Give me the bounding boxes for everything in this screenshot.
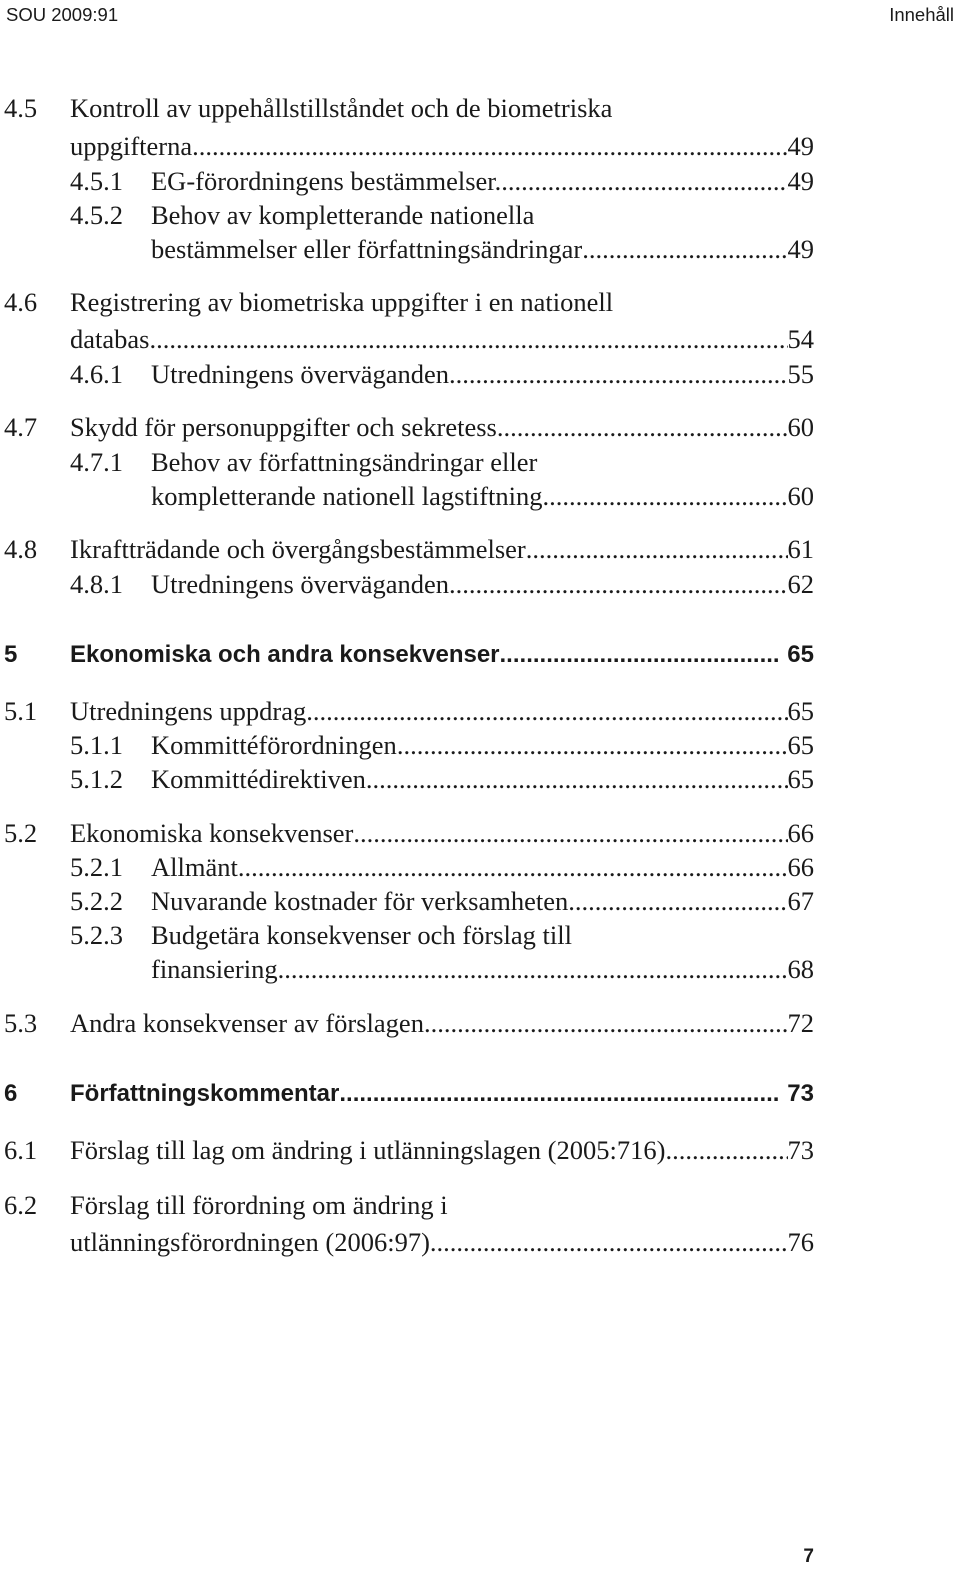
toc-number: 5.2.1 — [70, 852, 123, 882]
toc-title: Behov av kompletterande nationella — [151, 200, 535, 230]
toc-entry-4-5-1 — [0, 163, 814, 199]
leader-dots — [449, 356, 787, 392]
leader-dots — [397, 727, 788, 763]
toc-entry-5-3 — [0, 1005, 814, 1041]
toc-number: 5.1.2 — [70, 764, 123, 794]
toc-number: 4.5.2 — [70, 200, 123, 230]
toc-chapter-5 — [0, 637, 814, 673]
toc-title: Andra konsekvenser av förslagen — [70, 1008, 424, 1038]
toc-page: 73 — [787, 1135, 814, 1165]
toc-page: 68 — [787, 954, 814, 984]
toc-number: 4.7 — [4, 412, 38, 442]
toc-title: databas — [70, 324, 150, 354]
toc-title: Skydd för personuppgifter och sekretess — [70, 412, 497, 442]
leader-dots — [500, 637, 782, 673]
leader-dots — [501, 163, 787, 199]
toc-entry-5-2 — [0, 815, 814, 851]
toc-entry-5-2-1 — [0, 849, 814, 885]
leader-dots — [430, 1224, 788, 1260]
toc-entry-4-6-1 — [0, 356, 814, 392]
leader-dots — [449, 566, 787, 602]
toc-page: 55 — [787, 359, 814, 389]
leader-dots — [366, 761, 788, 797]
leader-dots — [568, 883, 787, 919]
toc-number: 5.1 — [4, 696, 38, 726]
toc-number: 4.7.1 — [70, 447, 123, 477]
leader-dots — [306, 693, 787, 729]
toc-title: Kontroll av uppehållstillståndet och de biometriska — [70, 93, 613, 123]
toc-entry-5-1-2 — [0, 761, 814, 797]
leader-dots — [526, 531, 788, 567]
toc-entry-4-7-1-line1 — [0, 444, 814, 480]
toc-page: 49 — [787, 166, 814, 196]
toc-title: Ikraftträdande och övergångsbestämmelser — [70, 534, 526, 564]
running-header-right: Innehåll — [889, 4, 954, 25]
toc-title: Nuvarande kostnader för verksamheten — [151, 886, 569, 916]
page-number: 7 — [803, 1546, 814, 1567]
toc-title: EG-förordningens bestämmelser. — [151, 166, 502, 196]
toc-chapter-6 — [0, 1076, 814, 1112]
toc-title: Kommittédirektiven — [151, 764, 366, 794]
toc-number: 6.2 — [4, 1190, 38, 1220]
toc-number: 5.2 — [4, 818, 38, 848]
toc-title: Behov av författningsändringar eller — [151, 447, 538, 477]
toc-page: 72 — [787, 1008, 814, 1038]
toc-number: 4.5 — [4, 93, 38, 123]
leader-dots — [424, 1005, 788, 1041]
toc-title: Utredningens överväganden — [151, 569, 450, 599]
toc-entry-5-2-2 — [0, 883, 814, 919]
toc-page: 54 — [787, 324, 814, 354]
toc-title: Ekonomiska konsekvenser — [70, 818, 354, 848]
toc-title: Utredningens överväganden — [151, 359, 450, 389]
toc-entry-4-8 — [0, 531, 814, 567]
leader-dots — [353, 815, 787, 851]
toc-page: 66 — [787, 818, 814, 848]
toc-entry-6-2-line2 — [0, 1224, 814, 1260]
toc-entry-4-5-line1 — [0, 90, 814, 126]
leader-dots — [192, 128, 787, 164]
toc-title: Förslag till lag om ändring i utlänningslagen (2005:716) — [70, 1135, 666, 1165]
toc-page: 62 — [787, 569, 814, 599]
toc-entry-4-7 — [0, 409, 814, 445]
leader-dots — [497, 409, 788, 445]
toc-title: Budgetära konsekvenser och förslag till — [151, 920, 572, 950]
toc-page: 73 — [787, 1080, 814, 1107]
toc-number: 5.2.2 — [70, 886, 123, 916]
toc-title: Ekonomiska och andra konsekvenser — [70, 641, 500, 668]
toc-entry-5-1 — [0, 693, 814, 729]
toc-title: Registrering av biometriska uppgifter i en nationell — [70, 287, 614, 317]
toc-entry-4-5-2-line2 — [0, 231, 814, 267]
toc-number: 4.5.1 — [70, 166, 123, 196]
toc-number: 6 — [4, 1080, 18, 1107]
toc-title: uppgifterna — [70, 131, 193, 161]
toc-title: bestämmelser eller författningsändringar — [151, 234, 583, 264]
toc-entry-4-5-2-line1 — [0, 197, 814, 233]
toc-title: Utredningens uppdrag — [70, 696, 307, 726]
toc-number: 5 — [4, 641, 18, 668]
toc-page: 76 — [787, 1227, 814, 1257]
toc-entry-5-2-3-line2 — [0, 951, 814, 987]
toc-title: Förslag till förordning om ändring i — [70, 1190, 448, 1220]
toc-page: 65 — [787, 764, 814, 794]
running-header-left: SOU 2009:91 — [6, 4, 119, 25]
toc-title: Författningskommentar — [70, 1080, 340, 1107]
leader-dots — [665, 1132, 787, 1168]
toc-page: 61 — [787, 534, 814, 564]
toc-number: 4.6 — [4, 287, 38, 317]
toc-number: 4.8.1 — [70, 569, 123, 599]
toc-page: 66 — [787, 852, 814, 882]
leader-dots — [238, 849, 788, 885]
toc-entry-4-7-1-line2 — [0, 478, 814, 514]
toc-title: finansiering — [151, 954, 278, 984]
toc-number: 5.2.3 — [70, 920, 123, 950]
leader-dots — [278, 951, 788, 987]
toc-entry-6-1 — [0, 1132, 814, 1168]
toc-page: 49 — [787, 131, 814, 161]
leader-dots — [543, 478, 788, 514]
toc-page: 65 — [787, 641, 814, 668]
leader-dots — [582, 231, 787, 267]
toc-page: 49 — [787, 234, 814, 264]
toc-title: Allmänt — [151, 852, 238, 882]
toc-number: 6.1 — [4, 1135, 38, 1165]
toc-title: utlänningsförordningen (2006:97) — [70, 1227, 430, 1257]
leader-dots — [149, 321, 787, 357]
toc-title: Kommittéförordningen — [151, 730, 397, 760]
toc-title: kompletterande nationell lagstiftning — [151, 481, 543, 511]
toc-page: 65 — [787, 696, 814, 726]
toc-entry-4-5-line2 — [0, 128, 814, 164]
toc-entry-4-8-1 — [0, 566, 814, 602]
toc-number: 5.1.1 — [70, 730, 123, 760]
leader-dots — [339, 1076, 781, 1112]
toc-entry-4-6-line2 — [0, 321, 814, 357]
toc-entry-6-2-line1 — [0, 1187, 814, 1223]
toc-entry-4-6-line1 — [0, 284, 814, 320]
toc-number: 5.3 — [4, 1008, 38, 1038]
toc-page: 60 — [787, 481, 814, 511]
toc-entry-5-1-1 — [0, 727, 814, 763]
toc-page: 65 — [787, 730, 814, 760]
toc-page: 67 — [787, 886, 814, 916]
toc-entry-5-2-3-line1 — [0, 917, 814, 953]
toc-page: 60 — [787, 412, 814, 442]
toc-number: 4.8 — [4, 534, 38, 564]
toc-number: 4.6.1 — [70, 359, 123, 389]
